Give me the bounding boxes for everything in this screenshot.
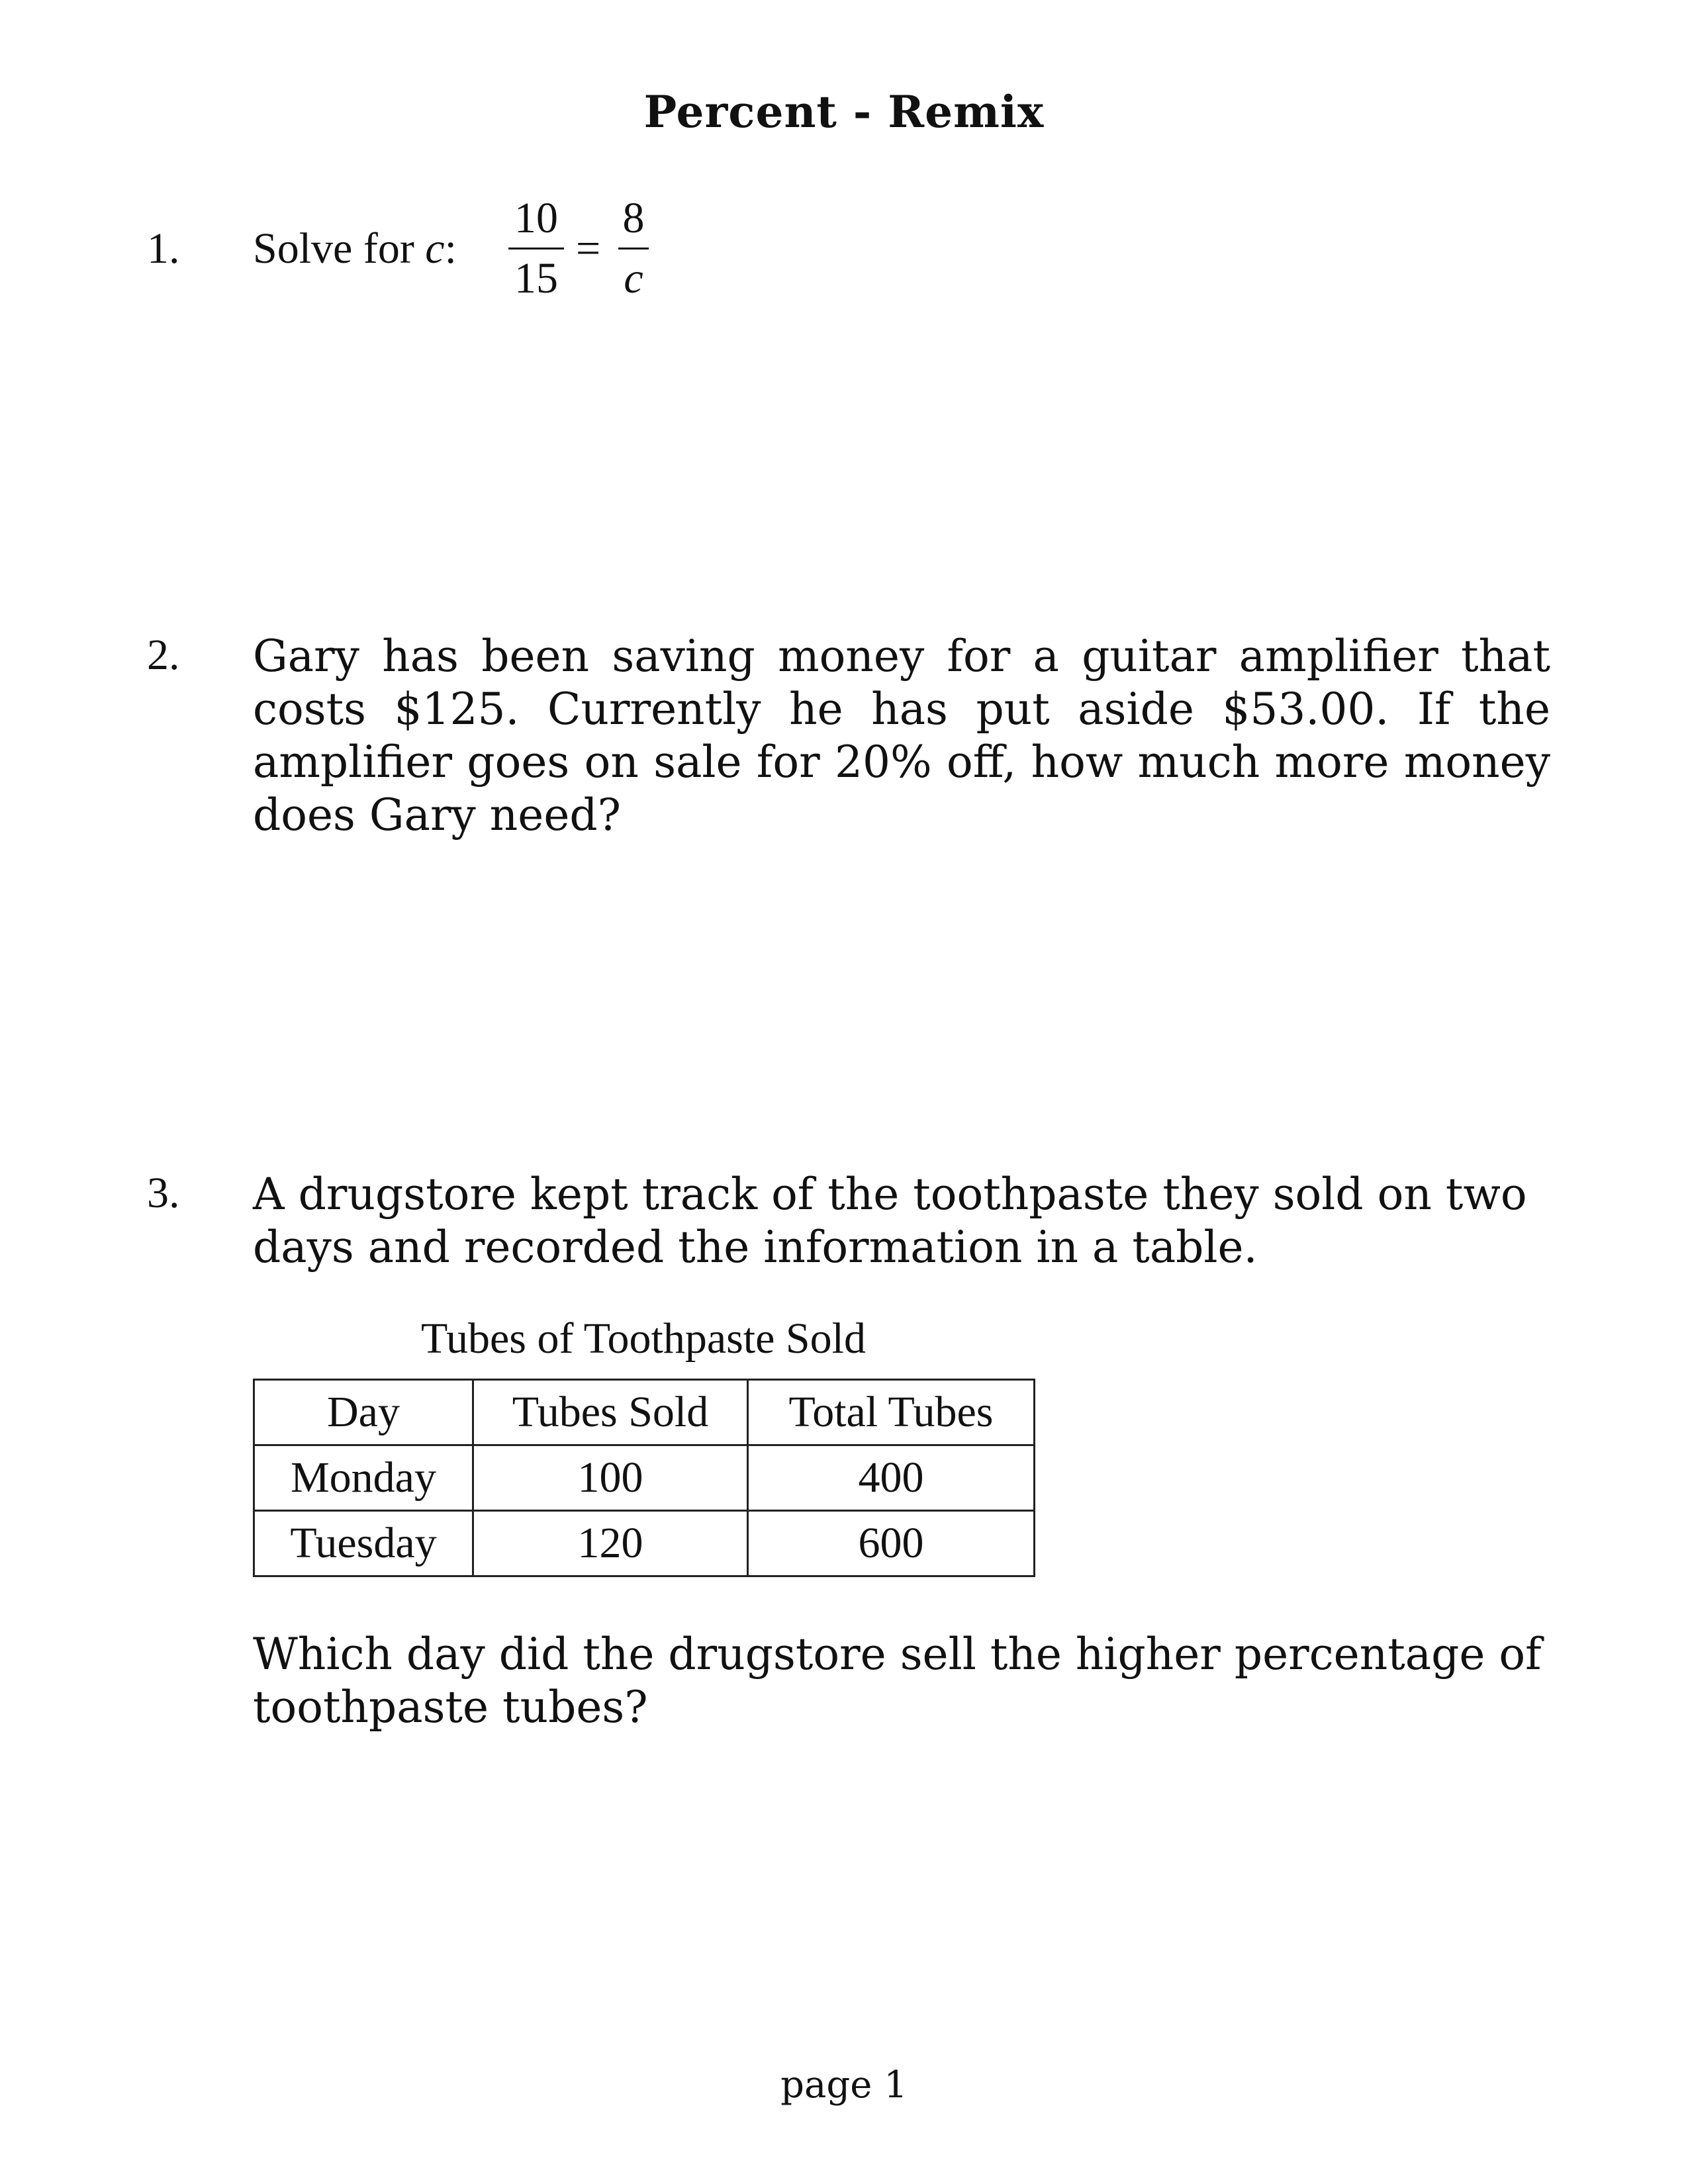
- table-header-cell: Day: [254, 1380, 473, 1445]
- table-header-row: [254, 1380, 1035, 1445]
- table-cell: Tuesday: [254, 1511, 473, 1576]
- question-3-number: 3.: [147, 1169, 180, 1217]
- question-2-text: Gary has been saving money for a guitar amplifier that costs $125. Currently he has put aside $53.00. If the amplifier goes on sale for 20% off, how much more money does Gary need?: [253, 631, 1550, 841]
- question-3-text: A drugstore kept track of the toothpaste they sold on two days and recorded the information in a table.: [253, 1169, 1527, 1273]
- table-header-cell: Tubes Sold: [473, 1380, 748, 1445]
- equals-sign: =: [576, 224, 601, 273]
- fraction-left-denominator: 15: [514, 254, 558, 302]
- fraction-right-numerator: 8: [622, 194, 645, 242]
- table-row: [254, 1445, 1035, 1511]
- table-header-cell: Total Tubes: [748, 1380, 1035, 1445]
- solve-colon: :: [444, 224, 457, 273]
- fraction-right: [618, 192, 649, 305]
- question-3-followup: Which day did the drugstore sell the higher percentage of toothpaste tubes?: [253, 1629, 1542, 1733]
- page-title: Percent - Remix: [643, 86, 1045, 138]
- question-1-label: [253, 224, 457, 274]
- toothpaste-table: [253, 1379, 1035, 1577]
- question-2-number: 2.: [147, 631, 180, 679]
- fraction-right-bar: [618, 248, 649, 250]
- table-cell: 100: [473, 1445, 748, 1511]
- table-caption: Tubes of Toothpaste Sold: [421, 1314, 866, 1363]
- question-1-number: 1.: [147, 224, 180, 273]
- table-cell: Monday: [254, 1445, 473, 1511]
- fraction-right-denominator: c: [624, 254, 643, 302]
- fraction-left-numerator: 10: [514, 194, 558, 242]
- table-cell: 400: [748, 1445, 1035, 1511]
- table-cell: 120: [473, 1511, 748, 1576]
- page-number: page 1: [780, 2064, 908, 2107]
- solve-variable: c: [425, 224, 445, 273]
- fraction-left: [508, 192, 564, 305]
- solve-for-text: Solve for: [253, 224, 426, 273]
- table-cell: 600: [748, 1511, 1035, 1576]
- table-row: [254, 1511, 1035, 1576]
- fraction-left-bar: [508, 248, 564, 250]
